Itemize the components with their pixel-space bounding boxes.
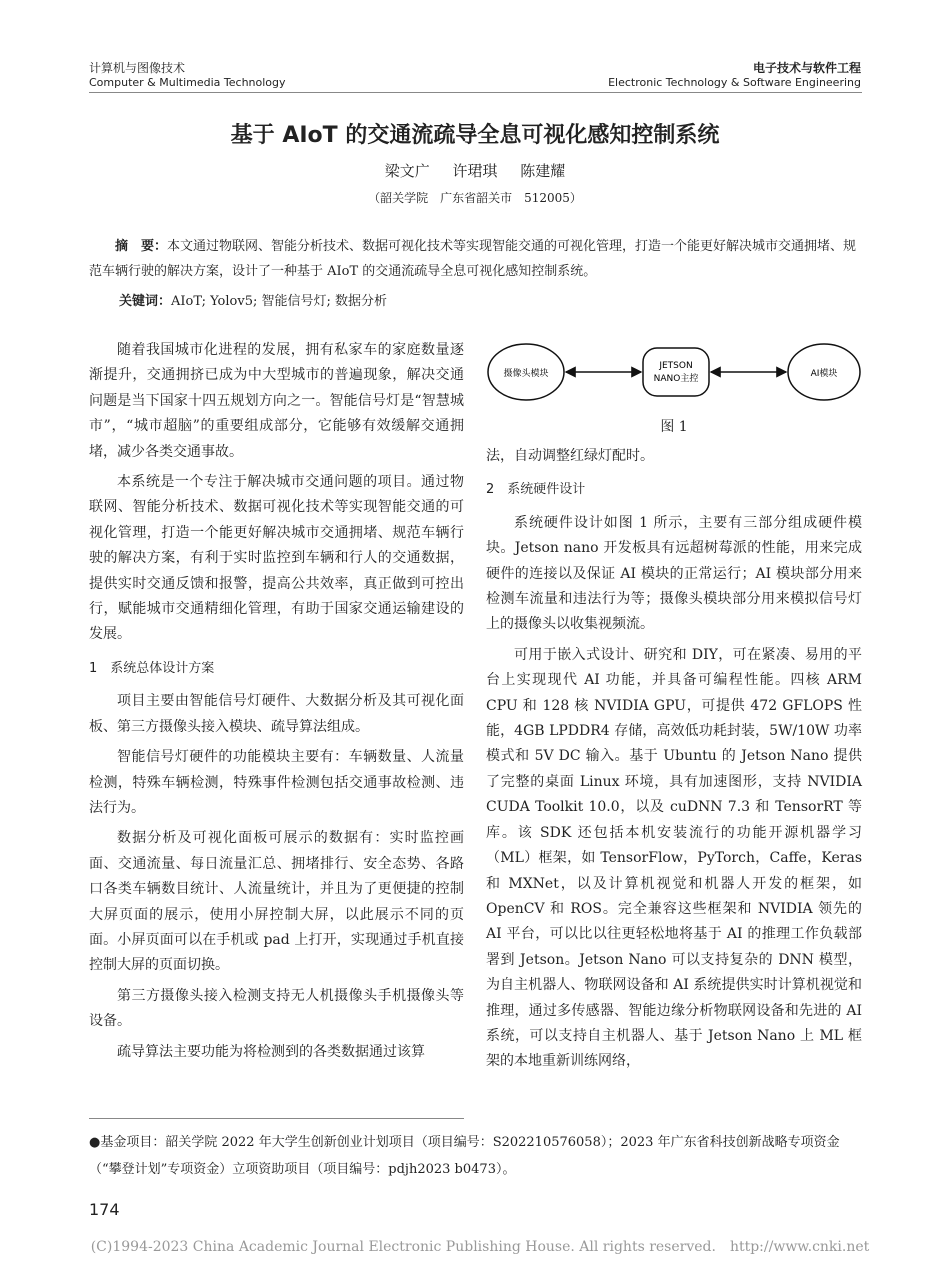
journal-section-cn: 计算机与图像技术 [89, 61, 186, 75]
abstract-label: 摘 要： [115, 239, 168, 254]
funding-footnote: ●基金项目：韶关学院 2022 年大学生创新创业计划项目（项目编号：S202210576058）；2023 年广东省科技创新战略专项资金（“攀登计划”专项资金）立项资助项目（项目编号：pdjh2023 b0473）。 [89, 1135, 840, 1177]
section-1-paragraph: 数据分析及可视化面板可展示的数据有：实时监控画面、交通流量、每日流量汇总、拥堵排行、安全态势、各路口各类车辆数目统计、人流量统计，并且为了更便捷的控制大屏页面的展示，使用小屏控制大屏，以此展示不同的页面。小屏页面可以在手机或 pad 上打开，实现通过手机直接控制大屏的页面切换。 [89, 830, 464, 974]
section-1-paragraph: 第三方摄像头接入检测支持无人机摄像头手机摄像头等设备。 [89, 987, 464, 1030]
jetson-label-line1: JETSON [659, 361, 693, 371]
camera-module-label: 摄像头模块 [503, 369, 549, 379]
abstract [89, 234, 862, 284]
left-column [89, 338, 464, 1070]
intro-paragraph-1: 随着我国城市化进程的发展，拥有私家车的家庭数量逐渐提升，交通拥挤已成为中大型城市的普遍现象，解决交通问题是当下国家十四五规划方向之一。智能信号灯是“智慧城市”，“城市超脑”的重要组成部分，它能够有效缓解交通拥堵，减少各类交通事故。 [89, 342, 464, 460]
keywords-text: AIoT; Yolov5; 智能信号灯; 数据分析 [171, 294, 387, 309]
keywords-label: 关键词： [119, 294, 172, 309]
section-2-heading: 2 系统硬件设计 [486, 482, 586, 498]
keywords [119, 290, 387, 309]
section-1-paragraph: 智能信号灯硬件的功能模块主要有：车辆数量、人流量检测，特殊车辆检测，特殊事件检测包括交通事故检测、违法行为。 [89, 749, 464, 816]
authors: 梁文广 许珺琪 陈建耀 [384, 162, 566, 180]
figure-1-caption: 图 1 [660, 419, 688, 435]
abstract-text: 本文通过物联网、智能分析技术、数据可视化技术等实现智能交通的可视化管理，打造一个能更好解决城市交通拥堵、规范车辆行驶的解决方案，设计了一种基于 AIoT 的交通流疏导全息可视化感知控制系统。 [89, 239, 857, 279]
section-1-heading: 1 系统总体设计方案 [89, 660, 215, 676]
header-divider [89, 92, 862, 93]
journal-section-en: Computer & Multimedia Technology [89, 76, 286, 89]
jetson-nano-node [643, 348, 709, 396]
jetson-label-line2: NANO主控 [653, 374, 699, 384]
affiliation: （韶关学院 广东省韶关市 512005） [368, 191, 582, 205]
section-1-paragraph: 疏导算法主要功能为将检测到的各类数据通过该算 [117, 1043, 425, 1060]
paper-title: 基于 AIoT 的交通流疏导全息可视化感知控制系统 [230, 123, 720, 148]
ai-module-label: AI模块 [810, 369, 838, 379]
journal-name-cn: 电子技术与软件工程 [752, 61, 861, 75]
right-column [486, 444, 862, 1080]
section-2-paragraph: 系统硬件设计如图 1 所示，主要有三部分组成硬件模块。Jetson nano 开发板具有远超树莓派的性能，用来完成硬件的连接以及保证 AI 模块的正常运行；AI 模块部分用来检测车流量和违法行为等；摄像头模块部分用来模拟信号灯上的摄像头以收集视频流。 [486, 514, 862, 633]
figure-1-diagram [486, 340, 862, 410]
section-1-paragraph: 项目主要由智能信号灯硬件、大数据分析及其可视化面板、第三方摄像头接入模块、疏导算法组成。 [89, 693, 464, 735]
page-number: 174 [89, 1200, 120, 1219]
copyright-notice: (C)1994-2023 China Academic Journal Electronic Publishing House. All rights reserved. http://www.cnki.net [90, 1239, 870, 1255]
footnote-divider [89, 1118, 464, 1119]
continuation-text: 法，自动调整红绿灯配时。 [486, 448, 654, 464]
section-2-paragraph: 可用于嵌入式设计、研究和 DIY，可在紧凑、易用的平台上实现现代 AI 功能，并具备可编程性能。四核 ARM CPU 和 128 核 NVIDIA GPU，可提供 472 GFLOPS 性能，4GB LPDDR4 存储，高效低功耗封装，5W/10W 功率模式和 5V DC 输入。基于 Ubuntu 的 Jetson Nano 提供了完整的桌面 Linux 环境，具有加速图形，支持 NVIDIA CUDA Toolkit 10.0，以及 cuDNN 7.3 和 TensorRT 等库。该 SDK 还包括本机安装流行的功能开源机器学习（ML）框架，如 TensorFlow，PyTorch，Caffe，Keras 和 MXNet，以及计算机视觉和机器人开发的框架，如 OpenCV 和 ROS。完全兼容这些框架和 NVIDIA 领先的 AI 平台，可以比以往更轻松地将基于 AI 的推理工作负载部署到 Jetson。Jetson Nano 可以支持复杂的 DNN 模型，为自主机器人、物联网设备和 AI 系统提供实时计算机视觉和推理，通过多传感器、智能边缘分析物联网设备和先进的 AI 系统，可以支持自主机器人、基于 Jetson Nano 上 ML 框架的本地重新训练网络， [486, 646, 862, 1070]
intro-paragraph-2: 本系统是一个专注于解决城市交通问题的项目。通过物联网、智能分析技术、数据可视化技术等实现智能交通的可视化管理，打造一个能更好解决城市交通拥堵、规范车辆行驶的解决方案，有利于实时监控到车辆和行人的交通数据，提供实时交通反馈和报警，提高公共效率，真正做到可控出行，赋能城市交通精细化管理，有助于国家交通运输建设的发展。 [89, 474, 464, 643]
journal-name-en: Electronic Technology & Software Engineering [608, 76, 861, 89]
